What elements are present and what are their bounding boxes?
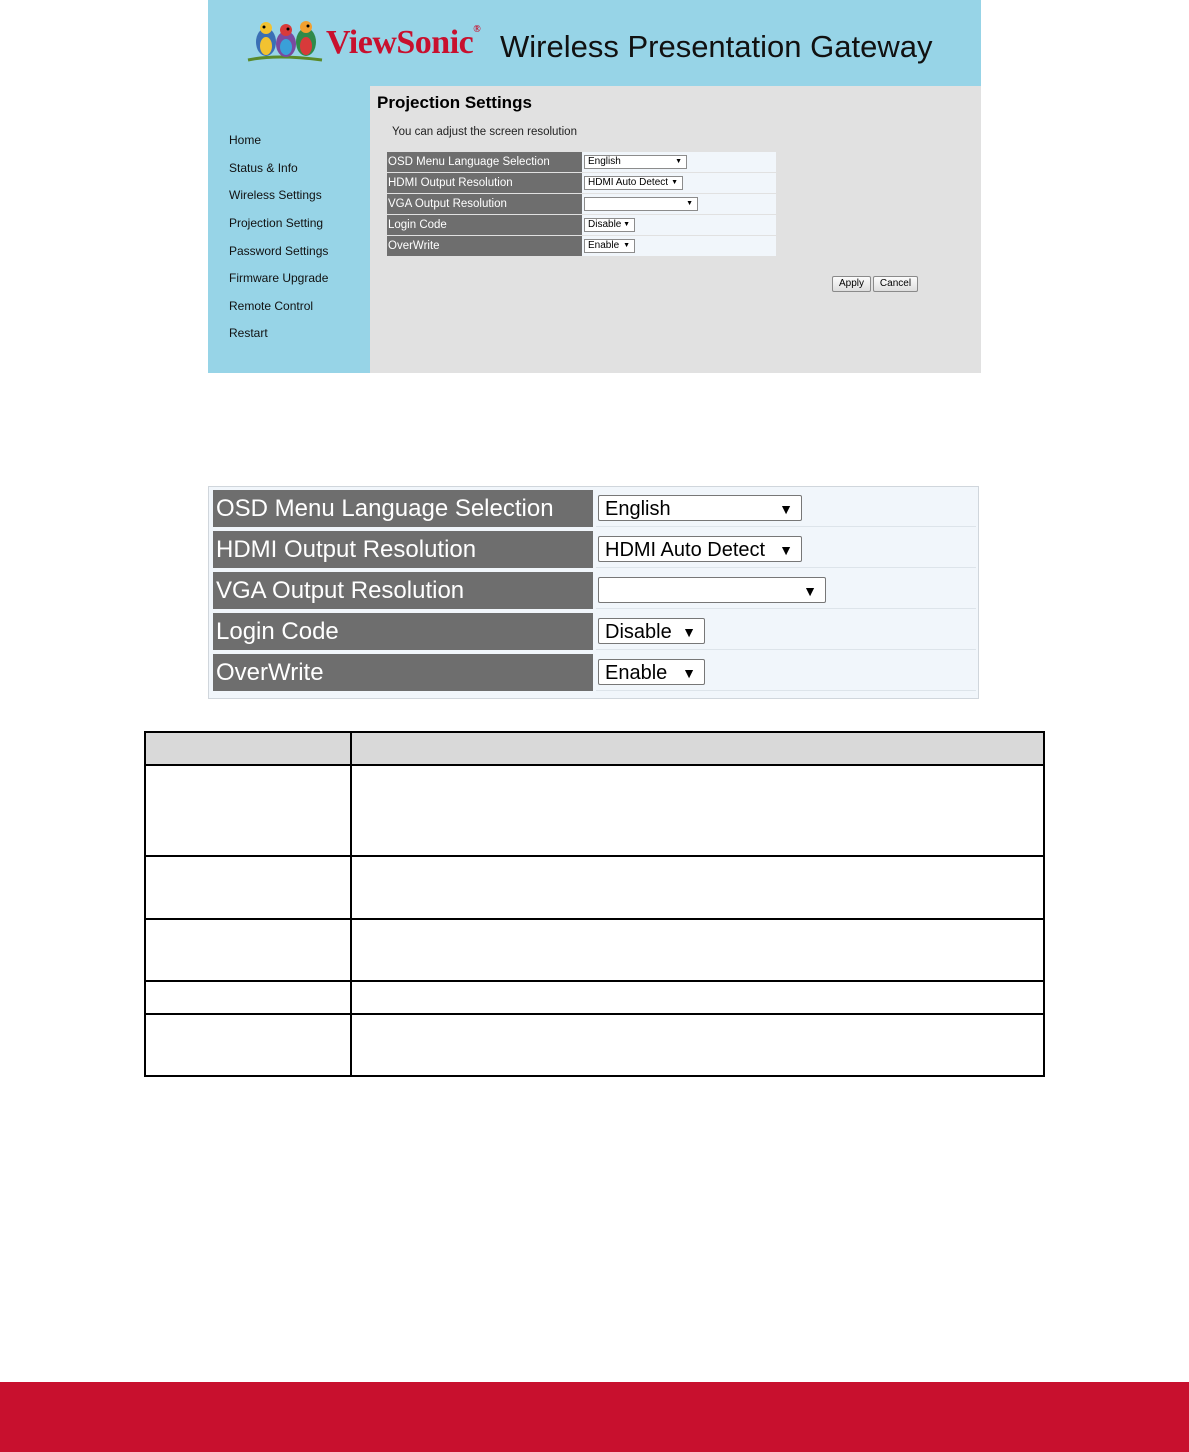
triangle-down-icon: ▼ bbox=[779, 501, 793, 517]
setting-label: VGA Output Resolution bbox=[387, 194, 582, 215]
triangle-down-icon: ▼ bbox=[803, 583, 817, 599]
table-row bbox=[387, 215, 776, 236]
setting-label: HDMI Output Resolution bbox=[213, 531, 593, 568]
sidebar-item-firmware-upgrade[interactable]: Firmware Upgrade bbox=[229, 271, 329, 285]
sidebar-item-wireless-settings[interactable]: Wireless Settings bbox=[229, 188, 322, 202]
viewsonic-birds-logo-icon bbox=[246, 14, 324, 66]
overwrite-select[interactable] bbox=[598, 659, 705, 685]
setting-value-cell bbox=[582, 215, 776, 236]
table-header-cell bbox=[145, 732, 351, 765]
select-value: Enable bbox=[605, 662, 668, 684]
triangle-down-icon: ▼ bbox=[686, 199, 693, 207]
setting-value-cell bbox=[596, 613, 976, 650]
sidebar-item-password-settings[interactable]: Password Settings bbox=[229, 244, 329, 258]
overwrite-select[interactable] bbox=[584, 239, 635, 253]
table-row bbox=[213, 613, 976, 650]
select-value: English bbox=[588, 155, 621, 167]
table-header-row bbox=[145, 732, 1044, 765]
table-cell bbox=[145, 765, 351, 856]
table-row bbox=[213, 490, 976, 527]
setting-label: HDMI Output Resolution bbox=[387, 173, 582, 194]
hdmi-resolution-select[interactable] bbox=[598, 536, 802, 562]
table-row bbox=[387, 173, 776, 194]
page-title: Projection Settings bbox=[377, 93, 532, 112]
apply-button[interactable]: Apply bbox=[832, 276, 871, 292]
description-table bbox=[144, 731, 1045, 1077]
setting-value-cell bbox=[596, 572, 976, 609]
table-cell bbox=[351, 1014, 1044, 1076]
setting-label: OverWrite bbox=[387, 236, 582, 257]
sidebar bbox=[208, 86, 370, 373]
setting-value-cell bbox=[582, 236, 776, 257]
table-row bbox=[387, 236, 776, 257]
triangle-down-icon: ▼ bbox=[682, 624, 696, 640]
main-content bbox=[370, 86, 981, 373]
table-cell bbox=[351, 765, 1044, 856]
select-value: HDMI Auto Detect bbox=[588, 176, 669, 188]
sidebar-item-remote-control[interactable]: Remote Control bbox=[229, 299, 314, 313]
select-value: Enable bbox=[588, 239, 620, 251]
table-row bbox=[145, 981, 1044, 1014]
triangle-down-icon: ▼ bbox=[675, 157, 682, 165]
table-row bbox=[213, 654, 976, 691]
settings-table-zoomed bbox=[208, 486, 979, 699]
login-code-select[interactable] bbox=[584, 218, 635, 232]
sidebar-item-projection-setting[interactable]: Projection Setting bbox=[229, 216, 324, 230]
footer-bar bbox=[0, 1382, 1189, 1452]
table-row bbox=[387, 194, 776, 215]
triangle-down-icon: ▼ bbox=[671, 178, 678, 186]
triangle-down-icon: ▼ bbox=[682, 665, 696, 681]
triangle-down-icon: ▼ bbox=[623, 220, 630, 228]
select-value: Disable bbox=[605, 621, 672, 643]
osd-language-select[interactable] bbox=[598, 495, 802, 521]
table-row bbox=[145, 856, 1044, 918]
table-cell bbox=[351, 856, 1044, 918]
settings-table bbox=[387, 152, 776, 257]
hdmi-resolution-select[interactable] bbox=[584, 176, 683, 190]
table-row bbox=[145, 765, 1044, 856]
select-value: Disable bbox=[588, 218, 622, 230]
setting-value-cell bbox=[582, 152, 776, 173]
triangle-down-icon: ▼ bbox=[623, 241, 630, 249]
table-header-cell bbox=[351, 732, 1044, 765]
table-row bbox=[145, 919, 1044, 981]
sidebar-item-restart[interactable]: Restart bbox=[229, 326, 268, 340]
table-row bbox=[145, 1014, 1044, 1076]
osd-language-select[interactable] bbox=[584, 155, 687, 169]
sidebar-item-home[interactable]: Home bbox=[229, 133, 262, 147]
triangle-down-icon: ▼ bbox=[779, 542, 793, 558]
vga-resolution-select[interactable] bbox=[598, 577, 826, 603]
table-cell bbox=[351, 981, 1044, 1014]
table-cell bbox=[145, 981, 351, 1014]
cancel-button[interactable]: Cancel bbox=[873, 276, 918, 292]
setting-label: Login Code bbox=[213, 613, 593, 650]
table-row bbox=[213, 531, 976, 568]
select-value: HDMI Auto Detect bbox=[605, 539, 766, 561]
page-description: You can adjust the screen resolution bbox=[392, 126, 577, 138]
brand-logo-text: ViewSonic® bbox=[326, 24, 481, 61]
table-row bbox=[387, 152, 776, 173]
setting-value-cell bbox=[596, 490, 976, 527]
table-cell bbox=[145, 856, 351, 918]
table-row bbox=[213, 572, 976, 609]
setting-label: OverWrite bbox=[213, 654, 593, 691]
setting-label: OSD Menu Language Selection bbox=[213, 490, 593, 527]
banner-title: Wireless Presentation Gateway bbox=[500, 29, 933, 64]
setting-value-cell bbox=[582, 194, 776, 215]
setting-value-cell bbox=[596, 654, 976, 691]
sidebar-item-status-info[interactable]: Status & Info bbox=[229, 161, 298, 175]
setting-value-cell bbox=[582, 173, 776, 194]
table-cell bbox=[145, 1014, 351, 1076]
login-code-select[interactable] bbox=[598, 618, 705, 644]
vga-resolution-select[interactable] bbox=[584, 197, 698, 211]
setting-label: OSD Menu Language Selection bbox=[387, 152, 582, 173]
header-banner bbox=[208, 0, 981, 86]
table-cell bbox=[145, 919, 351, 981]
table-cell bbox=[351, 919, 1044, 981]
web-ui-screenshot bbox=[208, 0, 981, 373]
setting-value-cell bbox=[596, 531, 976, 568]
select-value: English bbox=[605, 498, 671, 520]
setting-label: Login Code bbox=[387, 215, 582, 236]
setting-label: VGA Output Resolution bbox=[213, 572, 593, 609]
